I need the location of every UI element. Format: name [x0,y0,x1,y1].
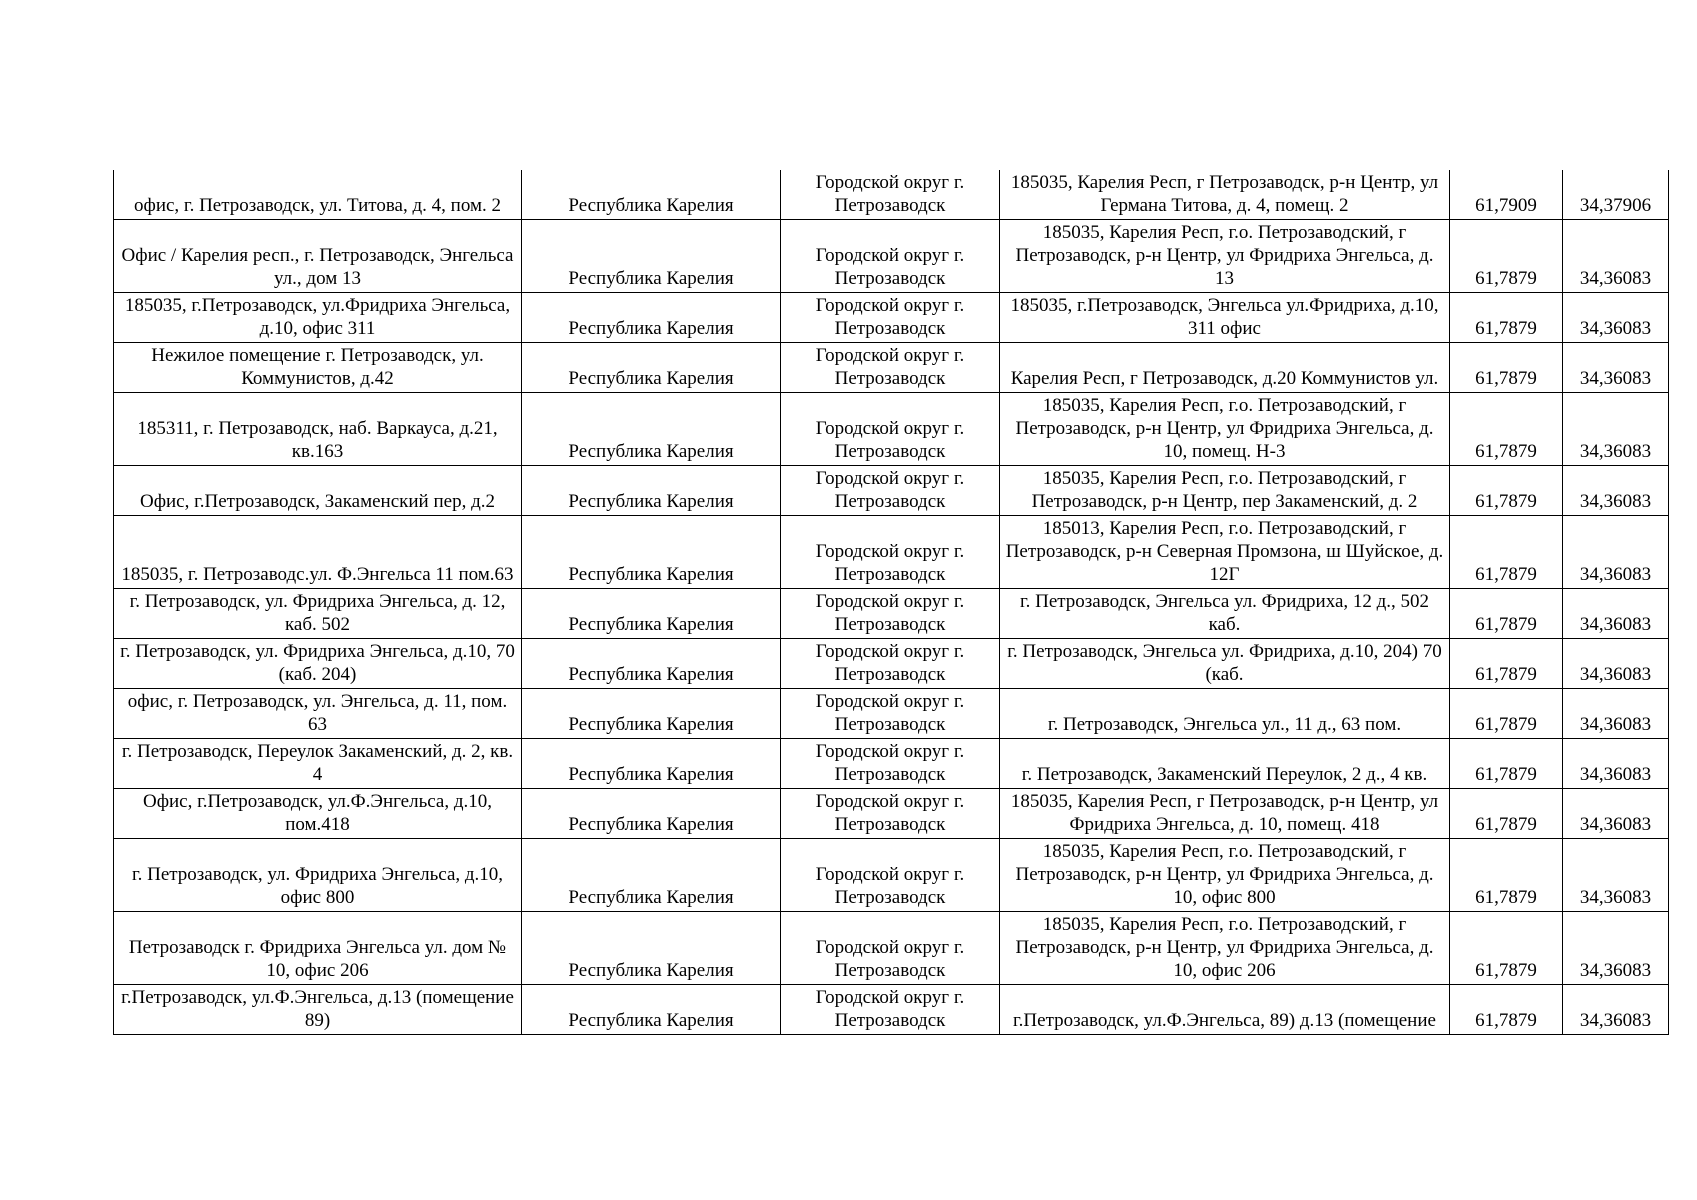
address-cell: офис, г. Петрозаводск, ул. Энгельса, д. 11, пом. 63 [114,689,522,739]
region-cell: Республика Карелия [522,293,781,343]
address-cell: 185311, г. Петрозаводск, наб. Варкауса, д.21, кв.163 [114,393,522,466]
table-row [114,170,1669,220]
table-row [114,639,1669,689]
table-row [114,985,1669,1035]
district-cell: Городской округ г. Петрозаводск [781,170,1000,220]
normalized-address-cell: 185035, Карелия Респ, г.о. Петрозаводский, г Петрозаводск, р-н Центр, ул Фридриха Энгельса, д. 10, офис 800 [1000,839,1450,912]
address-cell: Петрозаводск г. Фридриха Энгельса ул. дом № 10, офис 206 [114,912,522,985]
normalized-address-cell: г. Петрозаводск, Энгельса ул., 11 д., 63 пом. [1000,689,1450,739]
region-cell: Республика Карелия [522,343,781,393]
table-row [114,343,1669,393]
latitude-cell: 61,7879 [1450,220,1563,293]
table-row [114,466,1669,516]
longitude-cell: 34,36083 [1563,293,1669,343]
latitude-cell: 61,7879 [1450,293,1563,343]
normalized-address-cell: г.Петрозаводск, ул.Ф.Энгельса, 89) д.13 (помещение [1000,985,1450,1035]
table-row [114,293,1669,343]
district-cell: Городской округ г. Петрозаводск [781,589,1000,639]
longitude-cell: 34,36083 [1563,466,1669,516]
normalized-address-cell: 185035, Карелия Респ, г.о. Петрозаводский, г Петрозаводск, р-н Центр, ул Фридриха Энгельса, д. 10, помещ. Н-3 [1000,393,1450,466]
region-cell: Республика Карелия [522,985,781,1035]
district-cell: Городской округ г. Петрозаводск [781,466,1000,516]
longitude-cell: 34,36083 [1563,639,1669,689]
district-cell: Городской округ г. Петрозаводск [781,739,1000,789]
longitude-cell: 34,36083 [1563,839,1669,912]
table-row [114,739,1669,789]
address-cell: Офис / Карелия респ., г. Петрозаводск, Энгельса ул., дом 13 [114,220,522,293]
normalized-address-cell: г. Петрозаводск, Закаменский Переулок, 2 д., 4 кв. [1000,739,1450,789]
normalized-address-cell: 185035, г.Петрозаводск, Энгельса ул.Фридриха, д.10, 311 офис [1000,293,1450,343]
region-cell: Республика Карелия [522,639,781,689]
address-cell: г. Петрозаводск, ул. Фридриха Энгельса, д. 12, каб. 502 [114,589,522,639]
address-cell: г. Петрозаводск, Переулок Закаменский, д. 2, кв. 4 [114,739,522,789]
latitude-cell: 61,7879 [1450,393,1563,466]
district-cell: Городской округ г. Петрозаводск [781,689,1000,739]
normalized-address-cell: 185035, Карелия Респ, г.о. Петрозаводский, г Петрозаводск, р-н Центр, ул Фридриха Энгельса, д. 10, офис 206 [1000,912,1450,985]
address-cell: г. Петрозаводск, ул. Фридриха Энгельса, д.10, офис 800 [114,839,522,912]
district-cell: Городской округ г. Петрозаводск [781,516,1000,589]
region-cell: Республика Карелия [522,393,781,466]
latitude-cell: 61,7879 [1450,589,1563,639]
region-cell: Республика Карелия [522,912,781,985]
latitude-cell: 61,7879 [1450,516,1563,589]
latitude-cell: 61,7879 [1450,839,1563,912]
longitude-cell: 34,36083 [1563,912,1669,985]
district-cell: Городской округ г. Петрозаводск [781,393,1000,466]
longitude-cell: 34,37906 [1563,170,1669,220]
address-cell: г. Петрозаводск, ул. Фридриха Энгельса, д.10, 70 (каб. 204) [114,639,522,689]
region-cell: Республика Карелия [522,839,781,912]
region-cell: Республика Карелия [522,789,781,839]
normalized-address-cell: 185035, Карелия Респ, г.о. Петрозаводский, г Петрозаводск, р-н Центр, пер Закаменский, д. 2 [1000,466,1450,516]
address-cell: 185035, г. Петрозаводс.ул. Ф.Энгельса 11 пом.63 [114,516,522,589]
normalized-address-cell: 185035, Карелия Респ, г.о. Петрозаводский, г Петрозаводск, р-н Центр, ул Фридриха Энгельса, д. 13 [1000,220,1450,293]
address-table [113,170,1669,1035]
longitude-cell: 34,36083 [1563,789,1669,839]
address-cell: офис, г. Петрозаводск, ул. Титова, д. 4, пом. 2 [114,170,522,220]
table-row [114,589,1669,639]
district-cell: Городской округ г. Петрозаводск [781,220,1000,293]
normalized-address-cell: г. Петрозаводск, Энгельса ул. Фридриха, 12 д., 502 каб. [1000,589,1450,639]
address-cell: Офис, г.Петрозаводск, ул.Ф.Энгельса, д.10, пом.418 [114,789,522,839]
longitude-cell: 34,36083 [1563,985,1669,1035]
latitude-cell: 61,7879 [1450,466,1563,516]
region-cell: Республика Карелия [522,220,781,293]
table-row [114,912,1669,985]
longitude-cell: 34,36083 [1563,516,1669,589]
table-row [114,393,1669,466]
latitude-cell: 61,7879 [1450,689,1563,739]
longitude-cell: 34,36083 [1563,739,1669,789]
latitude-cell: 61,7909 [1450,170,1563,220]
table-row [114,220,1669,293]
district-cell: Городской округ г. Петрозаводск [781,789,1000,839]
table-row [114,839,1669,912]
district-cell: Городской округ г. Петрозаводск [781,639,1000,689]
normalized-address-cell: г. Петрозаводск, Энгельса ул. Фридриха, д.10, 204) 70 (каб. [1000,639,1450,689]
longitude-cell: 34,36083 [1563,220,1669,293]
latitude-cell: 61,7879 [1450,912,1563,985]
address-cell: Офис, г.Петрозаводск, Закаменский пер, д.2 [114,466,522,516]
table-body [114,170,1669,1035]
normalized-address-cell: 185013, Карелия Респ, г.о. Петрозаводский, г Петрозаводск, р-н Северная Промзона, ш Шуйское, д. 12Г [1000,516,1450,589]
district-cell: Городской округ г. Петрозаводск [781,839,1000,912]
longitude-cell: 34,36083 [1563,589,1669,639]
longitude-cell: 34,36083 [1563,343,1669,393]
address-cell: г.Петрозаводск, ул.Ф.Энгельса, д.13 (помещение 89) [114,985,522,1035]
latitude-cell: 61,7879 [1450,789,1563,839]
longitude-cell: 34,36083 [1563,689,1669,739]
table-row [114,516,1669,589]
latitude-cell: 61,7879 [1450,985,1563,1035]
region-cell: Республика Карелия [522,689,781,739]
table-row [114,789,1669,839]
latitude-cell: 61,7879 [1450,343,1563,393]
region-cell: Республика Карелия [522,739,781,789]
district-cell: Городской округ г. Петрозаводск [781,343,1000,393]
normalized-address-cell: 185035, Карелия Респ, г Петрозаводск, р-н Центр, ул Фридриха Энгельса, д. 10, помещ. 418 [1000,789,1450,839]
district-cell: Городской округ г. Петрозаводск [781,912,1000,985]
latitude-cell: 61,7879 [1450,739,1563,789]
region-cell: Республика Карелия [522,170,781,220]
table-row [114,689,1669,739]
normalized-address-cell: Карелия Респ, г Петрозаводск, д.20 Коммунистов ул. [1000,343,1450,393]
address-cell: 185035, г.Петрозаводск, ул.Фридриха Энгельса, д.10, офис 311 [114,293,522,343]
latitude-cell: 61,7879 [1450,639,1563,689]
address-cell: Нежилое помещение г. Петрозаводск, ул. Коммунистов, д.42 [114,343,522,393]
region-cell: Республика Карелия [522,516,781,589]
district-cell: Городской округ г. Петрозаводск [781,985,1000,1035]
district-cell: Городской округ г. Петрозаводск [781,293,1000,343]
normalized-address-cell: 185035, Карелия Респ, г Петрозаводск, р-н Центр, ул Германа Титова, д. 4, помещ. 2 [1000,170,1450,220]
region-cell: Республика Карелия [522,589,781,639]
longitude-cell: 34,36083 [1563,393,1669,466]
region-cell: Республика Карелия [522,466,781,516]
